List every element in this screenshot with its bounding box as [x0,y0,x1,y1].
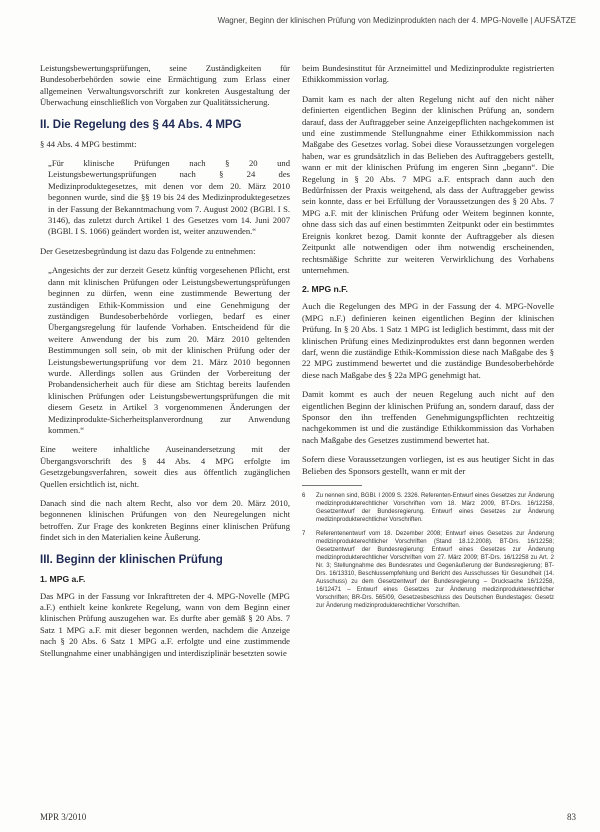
footnote-divider [302,485,362,486]
footnote-text: Referentenentwurf vom 18. Dezember 2008; Entwurf eines Gesetzes zur Änderung medizinprodukterechtlicher Vorschriften (Stand 18.12.2008). BT-Drs. 16/12258; Gesetzentwurf der Bundesregierung: Entwurf eines Gesetzes zur Änderung medizinprodukterechtlicher Vorschriften vom 27. März 2009; BT-Drs. 16/12258 zu Art. 2 Nr. 3; Stellungnahme des Bundesrates und Gegenäußerung der Bundesregierung; BT-Drs. 16/13310, Beschlussempfehlung und Bericht des Ausschusses für Gesundheit (14. Ausschuss) zu dem Gesetzentwurf der Bundesregierung – Drucksache 16/12258, 16/12471 – Entwurf eines Gesetzes zur Änderung medizinprodukterechtlicher Vorschriften; BR-Drs. 565/09, Gesetzesbeschluss des Deutschen Bundestages: Gesetz zur Änderung medizinprodukterechtlicher Vorschriften. [316,531,554,609]
journal-issue: MPR 3/2010 [40,812,87,822]
legislative-rationale-quote: „Angesichts der zur derzeit Gesetz künftig vorgesehenen Pflicht, erst dann mit klinischen Prüfungen oder Leistungsbewertungsprüfungen beginnen zu dürfen, wenn eine zustimmende Bewertung der zuständigen Ethik-Kommission und eine Genehmigung der zuständigen Bundesoberbehörde vorliegen, bedarf es einer Übergangsregelung für laufende Vorhaben. Entscheidend für die weitere Anwendung der bis zum 20. März 2010 geltenden Bestimmungen soll sein, ob mit der klinischen Prüfung oder der Leistungsbewertungsprüfung vor dem 21. März 2010 begonnen wurde. Allerdings sollen aus Gründen der Vorbereitung der Probandensicherheit auch für diese am Stichtag bereits laufenden klinischen Prüfungen oder Leistungsbewertungsprüfungen die mit diesem Gesetz in Artikel 3 vorgenommenen Änderungen der Medizinprodukte-Sicherheitsplanverordnung zur Anwendung kommen.“ [48,265,290,435]
section-2-paragraph-1: § 44 Abs. 4 MPG bestimmt: [40,138,137,149]
right-paragraph-5: Sofern diese Voraussetzungen vorliegen, ist es aus heutiger Sicht in das Belieben des Sponsors gestellt, wann er mit der [302,454,554,476]
page-footer [40,812,576,822]
subsection-2-heading: 2. MPG n.F. [302,284,348,295]
footnote-number: 6 [302,493,306,499]
section-2-paragraph-4: Danach sind die nach altem Recht, also vor dem 20. März 2010, begonnenen klinischen Prüfungen von den Neuregelungen nicht betroffen. Zur Frage des konkreten Beginns einer klinischen Prüfung findet sich in den Materialien keine Äußerung. [40,498,290,543]
right-paragraph-4: Damit kommt es auch der neuen Regelung auch nicht auf den eigentlichen Beginn der klinischen Prüfung an, sondern darauf, dass der Sponsor den ihn treffenden Genehmigungspflichten rechtzeitig nachgekommen ist und die zuständige Ethikkommission das Vorhaben nach Maßgabe des Gesetzes zustimmend bewertet hat. [302,389,554,445]
footnote-text: Zu nennen sind, BGBl. I 2009 S. 2326. Referenten-Entwurf eines Gesetzes zur Änderung medizinprodukterechtlicher Vorschriften vom 18. März 2009, BT-Drs. 16/12258, Gesetzentwurf der Bundesregierung. Entwurf eines Gesetzes zur Änderung medizinprodukterechtlicher Vorschriften. [316,493,554,523]
footnote [302,492,554,524]
section-2-paragraph-2: Der Gesetzesbegründung ist dazu das Folgende zu entnehmen: [40,245,256,256]
right-paragraph-1: beim Bundesinstitut für Arzneimittel und Medizinprodukte registrierten Ethikkommission vorlag. [302,63,554,85]
statute-quote: „Für klinische Prüfungen nach § 20 und Leistungsbewertungsprüfungen nach § 24 des Medizinproduktegesetzes, mit denen vor dem 20. März 2010 begonnen wurde, sind die §§ 19 bis 24 des Medizinproduktegesetzes in der Fassung der Bekanntmachung vom 7. August 2002 (BGBl. I S. 3146), das zuletzt durch Artikel 1 des Gesetzes vom 14. Juni 2007 (BGBl. I S. 1066) geändert worden ist, weiter anzuwenden.“ [48,158,290,237]
right-paragraph-2: Damit kam es nach der alten Regelung nicht auf den nicht näher definierten eigentlichen Beginn der klinischen Prüfung an, sondern darauf, dass der Auftraggeber seine Anzeigepflichten nachgekommen ist und eine zustimmende Stellungnahme einer Ethikkommission nach Maßgabe des Gesetzes vorlag. Sobei diese Voraussetzungen vorgelegen haben, war es grundsätzlich in das Belieben des Auftraggebers gestellt, wann er mit der klinischen Prüfung im engeren Sinn „begann“. Die Regelung in § 20 Abs. 7 MPG a.F. entsprach dann auch den Bedürfnissen der Praxis weitgehend, als dass der Auftraggeber gewiss sein konnte, dass er bei Erfüllung der Voraussetzungen des § 20 Abs. 7 MPG a.F. mit der klinischen Prüfung oder Weitem beginnen konnte, ohne dass sich das auf einen bestimmten Zeitpunkt oder ein bestimmtes Ereignis konkret bezog. Damit konnte der Auftraggeber als diesen Zeitpunkt alle notwendigen oder ihm notwendig erscheinenden, rechtsmäßige Schritte zur weiteren Verwirklichung des Vorhabens unternehmen. [302,93,554,275]
footnote [302,530,554,610]
section-2-paragraph-3: Eine weitere inhaltliche Auseinandersetzung mit der Übergangsvorschrift des § 44 Abs. 4 MPG erfolgte im Gesetzgebungsverfahren, soweit dies aus öffentlich zugänglichen Quellen ersichtlich ist, nicht. [40,444,290,489]
footnote-number: 7 [302,531,306,537]
page-number: 83 [567,812,576,822]
subsection-1-paragraph: Das MPG in der Fassung vor Inkrafttreten der 4. MPG-Novelle (MPG a.F.) enthielt keine konkrete Regelung, wann von dem Beginn einer klinischen Prüfung auszugehen war. Es durfte aber gemäß § 20 Abs. 7 Satz 1 MPG a.F. mit dieser begonnen werden, nachdem die Anzeige nach § 20 Abs. 6 Satz 1 MPG a.F. erfolgte und eine zustimmende Stellungnahme einer unabhängigen und interdisziplinär besetzten sowie [40,590,290,658]
section-3-heading: III. Beginn der klinischen Prüfung [40,553,223,566]
right-column [302,63,554,616]
intro-paragraph: Leistungsbewertungsprüfungen, seine Zuständigkeiten für Bundesoberbehörden sowie eine Ermächtigung zum Erlass einer allgemeinen Verwaltungsvorschrift zur konkreten Ausgestaltung der Überwachung einschließlich von Vorgaben zur Qualitätssicherung. [40,63,290,108]
subsection-1-heading: 1. MPG a.F. [40,573,86,584]
right-paragraph-3: Auch die Regelungen des MPG in der Fassung der 4. MPG-Novelle (MPG n.F.) definieren keinen eigentlichen Beginn der klinischen Prüfung. In § 20 Abs. 1 Satz 1 MPG ist lediglich bestimmt, dass mit der klinischen Prüfung eines Medizinproduktes erst dann begonnen werden darf, wenn die zuständige Ethik-Kommission diese nach Maßgabe des § 22 MPG zustimmend bewertet und die zuständige Bundesoberbehörde diese nach Maßgabe des § 22a MPG genehmigt hat. [302,301,554,380]
left-column [40,63,290,667]
running-head: Wagner, Beginn der klinischen Prüfung von Medizinprodukten nach der 4. MPG-Novelle | AUFSÄTZE [217,16,576,25]
section-2-heading: II. Die Regelung des § 44 Abs. 4 MPG [40,118,242,131]
